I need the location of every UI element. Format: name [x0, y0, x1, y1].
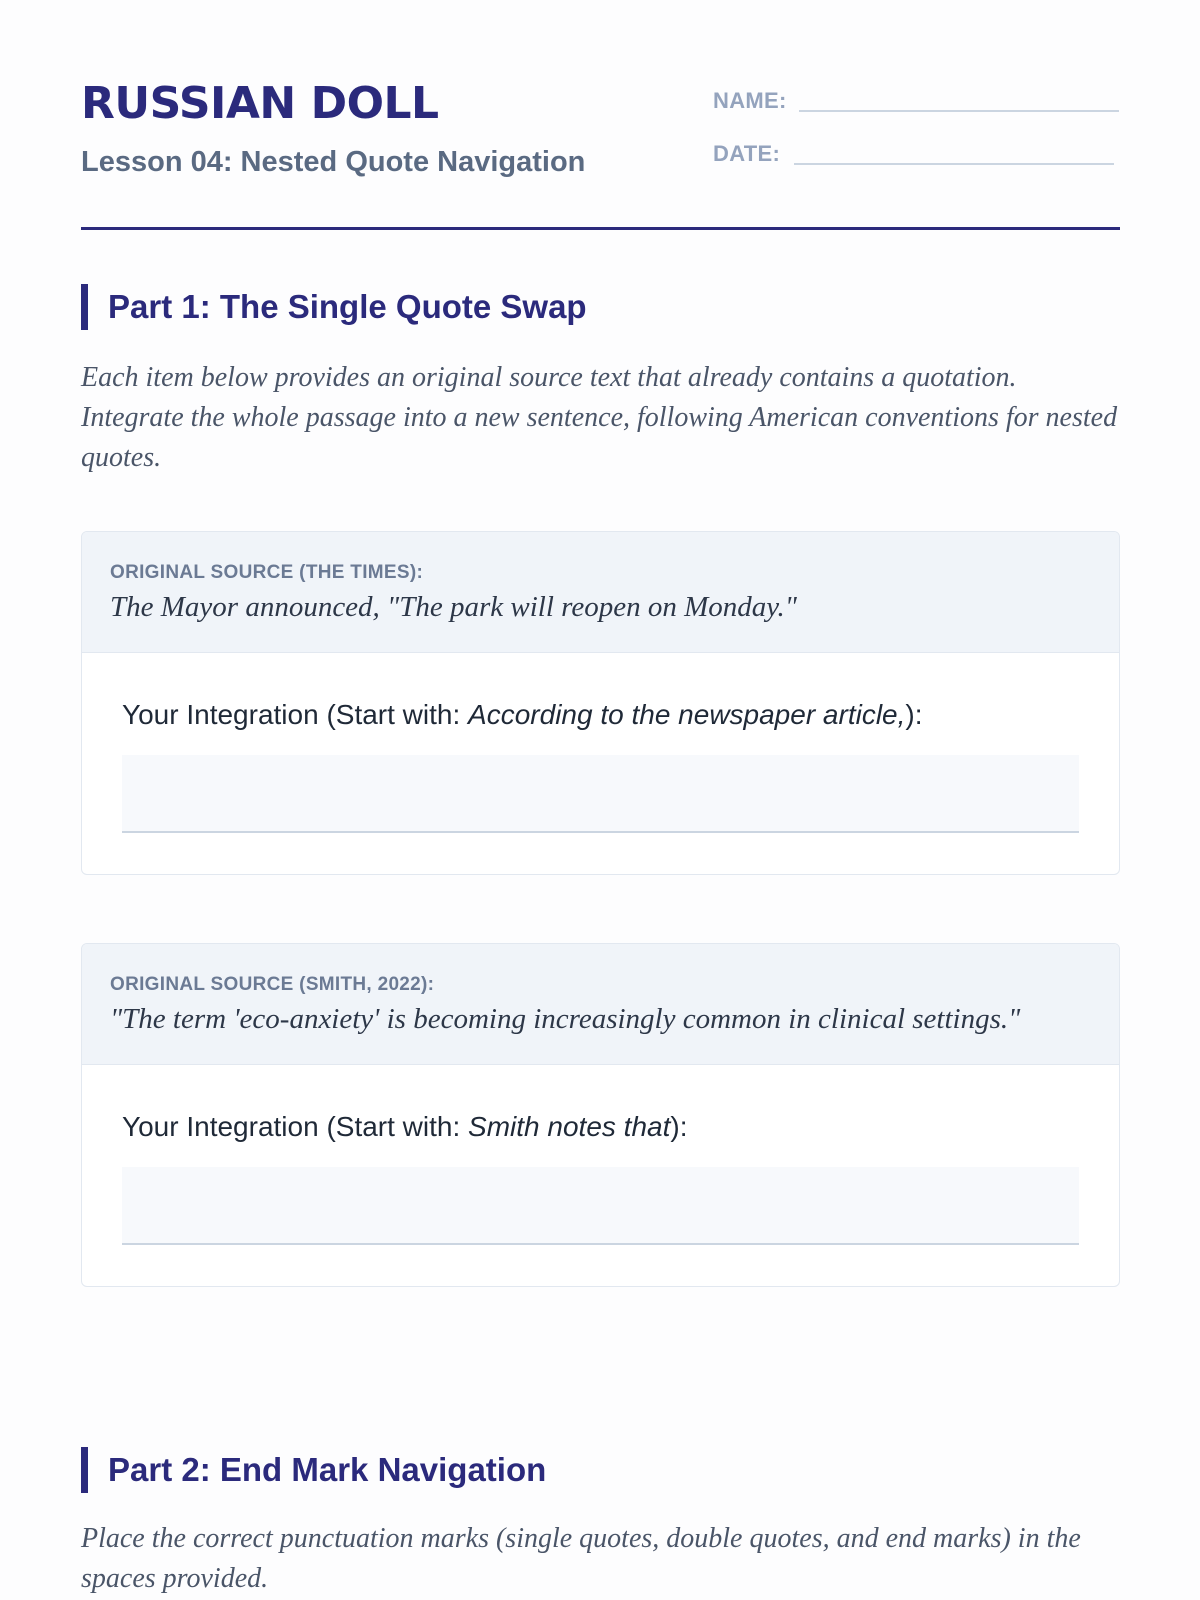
name-blank-line[interactable] — [799, 86, 1119, 112]
exercise-card — [81, 531, 1120, 875]
worksheet-title: RUSSIAN DOLL — [81, 78, 439, 129]
prompt-suffix: ): — [905, 699, 923, 730]
integration-answer-field[interactable] — [122, 755, 1079, 833]
name-label: NAME: — [713, 88, 787, 113]
prompt-start-phrase: According to the newspaper article, — [468, 699, 906, 730]
source-label: ORIGINAL SOURCE (SMITH, 2022): — [110, 974, 435, 995]
name-field-row — [713, 86, 1119, 112]
date-field-row — [713, 139, 1114, 165]
integration-area — [82, 653, 1119, 833]
worksheet-page — [81, 0, 1120, 1594]
integration-area — [82, 1065, 1119, 1245]
date-label: DATE: — [713, 141, 781, 166]
integration-prompt — [122, 697, 1079, 733]
part2-instructions: Place the correct punctuation marks (single quotes, double quotes, and end marks) in the spaces provided. — [81, 1523, 1081, 1594]
prompt-start-phrase: Smith notes that — [468, 1111, 671, 1142]
part2-heading: Part 2: End Mark Navigation — [81, 1447, 546, 1493]
source-box — [82, 944, 1119, 1065]
worksheet-header — [81, 0, 1120, 230]
exercise-card — [81, 943, 1120, 1287]
integration-prompt — [122, 1109, 1079, 1145]
integration-answer-field[interactable] — [122, 1167, 1079, 1245]
source-label: ORIGINAL SOURCE (THE TIMES): — [110, 562, 424, 583]
source-box — [82, 532, 1119, 653]
part1-instructions: Each item below provides an original source text that already contains a quotation. Integrate the whole passage into a new sentence, following American conventions for nested quotes. — [81, 362, 1118, 473]
date-blank-line[interactable] — [794, 139, 1114, 165]
prompt-prefix: Your Integration (Start with: — [122, 699, 469, 730]
part1-heading: Part 1: The Single Quote Swap — [81, 284, 587, 330]
header-divider — [81, 227, 1120, 230]
prompt-prefix: Your Integration (Start with: — [122, 1111, 469, 1142]
source-quote: The Mayor announced, "The park will reopen on Monday." — [110, 591, 797, 623]
lesson-subtitle: Lesson 04: Nested Quote Navigation — [81, 146, 586, 178]
prompt-suffix: ): — [670, 1111, 688, 1142]
source-quote: "The term 'eco-anxiety' is becoming increasingly common in clinical settings." — [110, 1003, 1021, 1035]
